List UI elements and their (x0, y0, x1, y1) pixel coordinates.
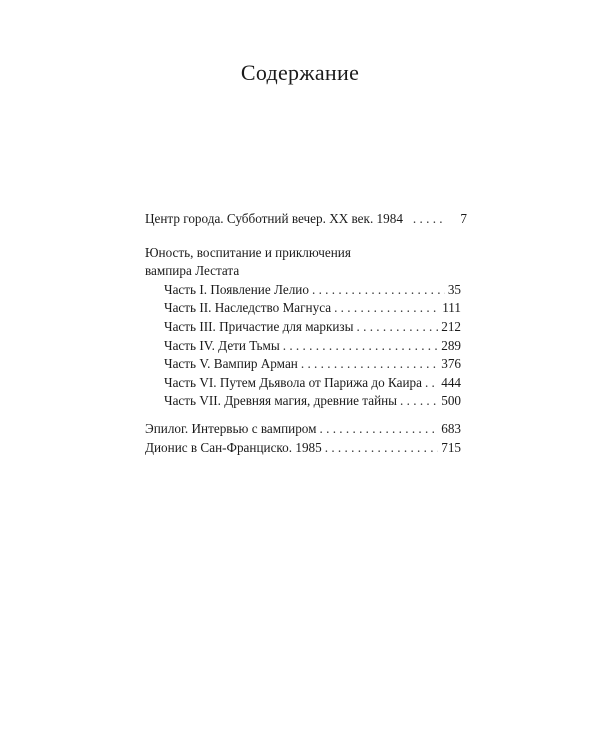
toc-part-heading-line1: Юность, воспитание и приключения (145, 244, 351, 260)
toc-entry-part-6 (145, 374, 461, 393)
dot-leader (301, 355, 438, 374)
toc-entry-page: 683 (441, 420, 461, 436)
toc-entry-part-4 (145, 337, 461, 356)
toc-entry-part-2 (145, 299, 461, 318)
toc-entry-part-3 (145, 318, 461, 337)
toc-entry-label: Часть VII. Древняя магия, древние тайны (164, 393, 398, 409)
dot-leader (413, 210, 443, 229)
toc-entry-label: Дионис в Сан-Франциско. 1985 (145, 439, 322, 455)
toc-entry-page: 444 (441, 374, 461, 390)
toc-entry-label: Часть III. Причастие для маркизы (164, 318, 354, 334)
toc-entry-part-7 (145, 392, 461, 411)
toc-entry-label: Часть V. Вампир Арман (164, 356, 298, 372)
dot-leader (325, 439, 438, 458)
table-of-contents (145, 210, 467, 457)
toc-entry-label: Центр города. Субботний вечер. XX век. 1984 (145, 211, 403, 226)
dot-leader (357, 318, 439, 337)
toc-entry-dionysus (145, 439, 461, 458)
toc-entry-page: 111 (442, 300, 461, 316)
dot-leader (283, 337, 438, 356)
toc-part-heading (145, 244, 395, 281)
dot-leader (334, 299, 439, 318)
dot-leader (425, 374, 438, 393)
dot-leader (312, 281, 445, 300)
toc-part-heading-line2: вампира Лестата (145, 263, 240, 279)
toc-entry-epilogue (145, 420, 461, 439)
page-title: Содержание (240, 60, 360, 85)
toc-entry-part-1 (145, 281, 461, 300)
toc-entry-label: Часть IV. Дети Тьмы (164, 337, 280, 353)
toc-entry-label: Часть I. Появление Лелио (164, 281, 309, 297)
toc-entry-page: 500 (441, 393, 461, 409)
toc-entry-label: Часть VI. Путем Дьявола от Парижа до Каира (164, 374, 422, 390)
toc-entry-label: Эпилог. Интервью с вампиром (145, 420, 317, 436)
toc-entry-part-5 (145, 355, 461, 374)
toc-entry-page: 35 (447, 281, 461, 297)
toc-entry-label: Часть II. Наследство Магнуса (164, 300, 332, 316)
toc-entry-page: 289 (441, 337, 461, 353)
toc-entry-page: 376 (441, 356, 461, 372)
dot-leader (400, 392, 438, 411)
toc-entry-page: 715 (441, 439, 461, 455)
toc-entry-page: 7 (460, 211, 467, 226)
toc-entry-page: 212 (441, 318, 461, 334)
toc-entry-downtown (145, 210, 467, 229)
dot-leader (320, 420, 439, 439)
